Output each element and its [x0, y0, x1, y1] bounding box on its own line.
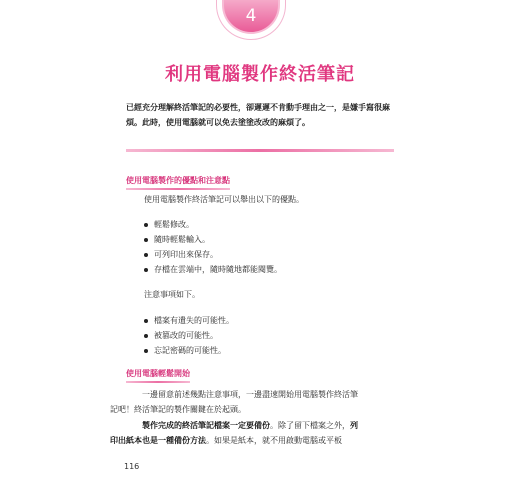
- intro-paragraph: [126, 100, 394, 130]
- bullet-icon: [144, 223, 148, 227]
- intro-line: 已經充分理解終活筆記的必要性，卻遲遲不肯動手理由之一，是嫌手寫很麻: [126, 103, 390, 112]
- section-heading-text: 使用電腦製作的優點和注意點: [126, 176, 230, 185]
- section-heading-text: 使用電腦輕鬆開始: [126, 369, 190, 378]
- notes-list: [144, 313, 234, 358]
- list-item: 可列印出來保存。: [144, 247, 282, 262]
- heading-underline: [126, 188, 230, 190]
- advantages-list: [144, 217, 282, 277]
- list-item: 檔案有遺失的可能性。: [144, 313, 234, 328]
- list-item: 輕鬆修改。: [144, 217, 282, 232]
- intro-line: 煩。此時，使用電腦就可以免去塗塗改改的麻煩了。: [126, 118, 310, 127]
- advantages-lead: 使用電腦製作終活筆記可以舉出以下的優點。: [144, 195, 304, 204]
- notes-lead: 注意事項如下。: [144, 290, 200, 299]
- bullet-icon: [144, 253, 148, 257]
- bullet-icon: [144, 349, 148, 353]
- section-heading-advantages: [126, 174, 230, 188]
- section-heading-start: [126, 367, 190, 381]
- list-item: 隨時輕鬆輸入。: [144, 232, 282, 247]
- bullet-icon: [144, 334, 148, 338]
- bullet-icon: [144, 319, 148, 323]
- bullet-icon: [144, 268, 148, 272]
- chapter-number: 4: [245, 6, 257, 26]
- bullet-icon: [144, 238, 148, 242]
- chapter-title: 利用電腦製作終活筆記: [165, 64, 355, 85]
- list-item: 被篡改的可能性。: [144, 328, 234, 343]
- list-item: 忘記密碼的可能性。: [144, 343, 234, 358]
- body-paragraph: 製作完成的終活筆記檔案一定要備份。除了留下檔案之外，列 印出紙本也是一種備份方法。如果是紙本，就不用啟動電腦或平板: [110, 421, 358, 445]
- page-number: 116: [124, 462, 140, 471]
- body-paragraph: 一邊留意前述幾點注意事項，一邊盡速開始用電腦製作終活筆 記吧！終活筆記的製作關鍵在於起頭。: [110, 390, 358, 414]
- heading-underline: [126, 381, 190, 383]
- list-item: 存檔在雲端中，隨時隨地都能閱覽。: [144, 262, 282, 277]
- section-divider: [126, 149, 394, 152]
